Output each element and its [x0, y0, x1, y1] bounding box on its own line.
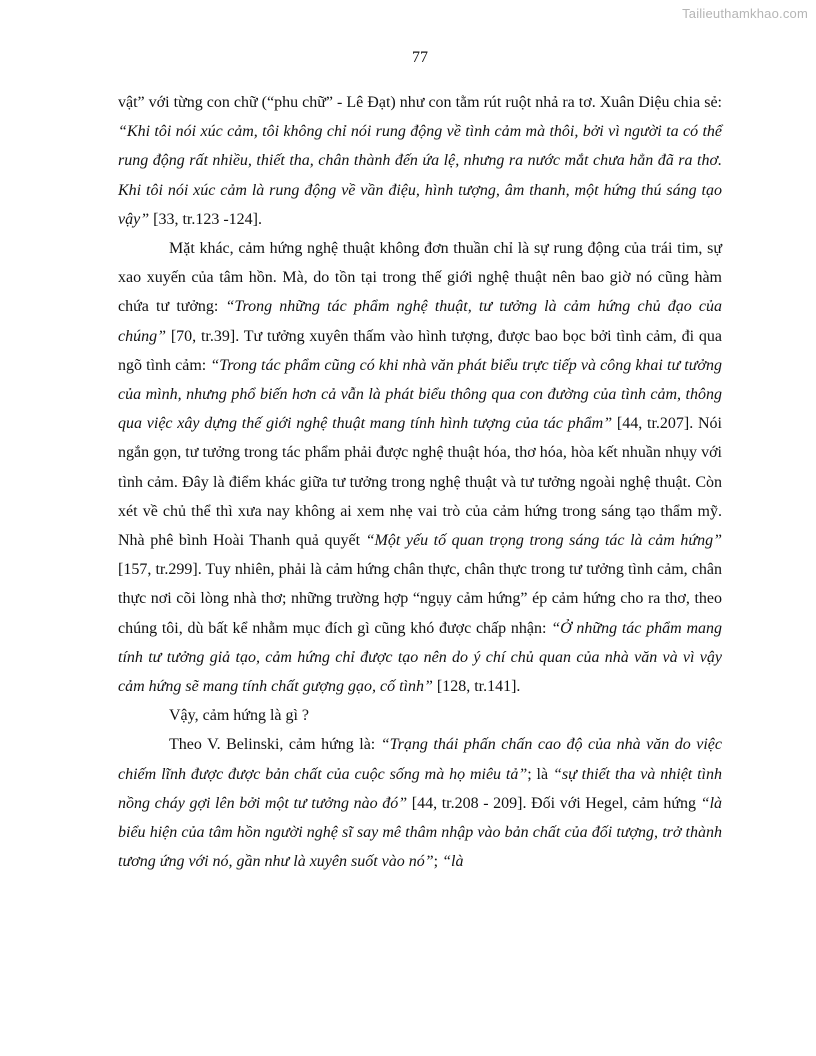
paragraph-1 [118, 88, 722, 234]
text-run: [33, tr.123 -124]. [149, 210, 262, 228]
text-run: ; [433, 853, 443, 871]
text-run: [70, tr.39]. Tư tưởng xuyên thấm vào hình tượng, được bao bọc bởi tình cảm, đi qua ngõ tình cảm: [118, 327, 722, 374]
text-run: Mặt khác, cảm hứng nghệ thuật không đơn thuần chỉ là sự rung động của trái tim, sự xao xuyến của tâm hồn. Mà, do tồn tại trong thế giới nghệ thuật nên bao giờ nó cũng hàm chứa tư tưởng: [118, 240, 722, 316]
quote-run: “sự thiết tha và nhiệt tình nồng cháy gợi lên bởi một tư tưởng nào đó” [118, 765, 722, 812]
quote-run: “Khi tôi nói xúc cảm, tôi không chỉ nói rung động về tình cảm mà thôi, bởi vì người ta có thể rung động rất nhiều, thiết tha, chân thành đến ứa lệ, nhưng ra nước mắt chưa hẳn đã ra thơ. Khi tôi nói xúc cảm là rung động về vần điệu, hình tượng, âm thanh, một hứng thú sáng tạo vậy” [118, 123, 722, 228]
text-run: [128, tr.141]. [432, 678, 521, 696]
text-run: [157, tr.299]. Tuy nhiên, phải là cảm hứng chân thực, chân thực trong tư tưởng tình cảm, chân thực nơi cõi lòng nhà thơ; những trường hợp “ngụy cảm hứng” ép cảm hứng cho ra thơ, theo chúng tôi, dù bất kể nhằm mục đích gì cũng khó được chấp nhận: [118, 561, 722, 637]
paragraph-4 [118, 730, 722, 876]
text-run: Vậy, cảm hứng là gì ? [169, 707, 310, 725]
quote-run: “Trạng thái phấn chấn cao độ của nhà văn do việc chiếm lĩnh được được bản chất của cuộc sống mà họ miêu tả” [118, 736, 723, 783]
document-body [118, 88, 722, 876]
quote-run: “Trong những tác phẩm nghệ thuật, tư tưởng là cảm hứng chủ đạo của chúng” [118, 298, 723, 345]
text-run: vật” với từng con chữ (“phu chữ” - Lê Đạt) như con tằm rút ruột nhả ra tơ. Xuân Diệu chia sẻ: [118, 94, 722, 111]
text-run: Theo V. Belinski, cảm hứng là: [169, 736, 381, 754]
paragraph-2 [118, 234, 722, 701]
quote-run: “Trong tác phẩm cũng có khi nhà văn phát biểu trực tiếp và công khai tư tưởng của mình, nhưng phổ biến hơn cả vẫn là phát biểu thông qua con đường của tình cảm, thông qua việc xây dựng thế giới nghệ thuật mang tính hình tượng của tác phẩm” [118, 356, 723, 433]
quote-run: “là biểu hiện của tâm hồn người nghệ sĩ say mê thâm nhập vào bản chất của đối tượng, trở thành tương ứng với nó, gần như là xuyên suốt vào nó” [118, 794, 723, 871]
quote-run: “là [442, 853, 464, 871]
paragraph-3 [118, 701, 722, 730]
watermark: Tailieuthamkhao.com [682, 6, 808, 21]
text-run: ; là [527, 765, 553, 783]
page-number: 77 [412, 49, 428, 66]
text-run: [44, tr.207]. Nói ngắn gọn, tư tưởng trong tác phẩm phải được nghệ thuật hóa, thơ hóa, hòa kết nhuần nhụy với tình cảm. Đây là điểm khác giữa tư tưởng trong nghệ thuật và tư tưởng ngoài nghệ thuật. Còn xét về chủ thể thì xưa nay không ai xem nhẹ vai trò của cảm hứng trong sáng tạo thẩm mỹ. Nhà phê bình Hoài Thanh quả quyết [118, 415, 722, 550]
quote-run: “Một yếu tố quan trọng trong sáng tác là cảm hứng” [365, 532, 722, 550]
quote-run: “Ở những tác phẩm mang tính tư tưởng giả tạo, cảm hứng chỉ được tạo nên do ý chí chủ quan của nhà văn và vì vậy cảm hứng sẽ mang tính chất gượng gạo, cố tình” [118, 619, 723, 696]
text-run: [44, tr.208 - 209]. Đối với Hegel, cảm hứng [407, 794, 701, 812]
